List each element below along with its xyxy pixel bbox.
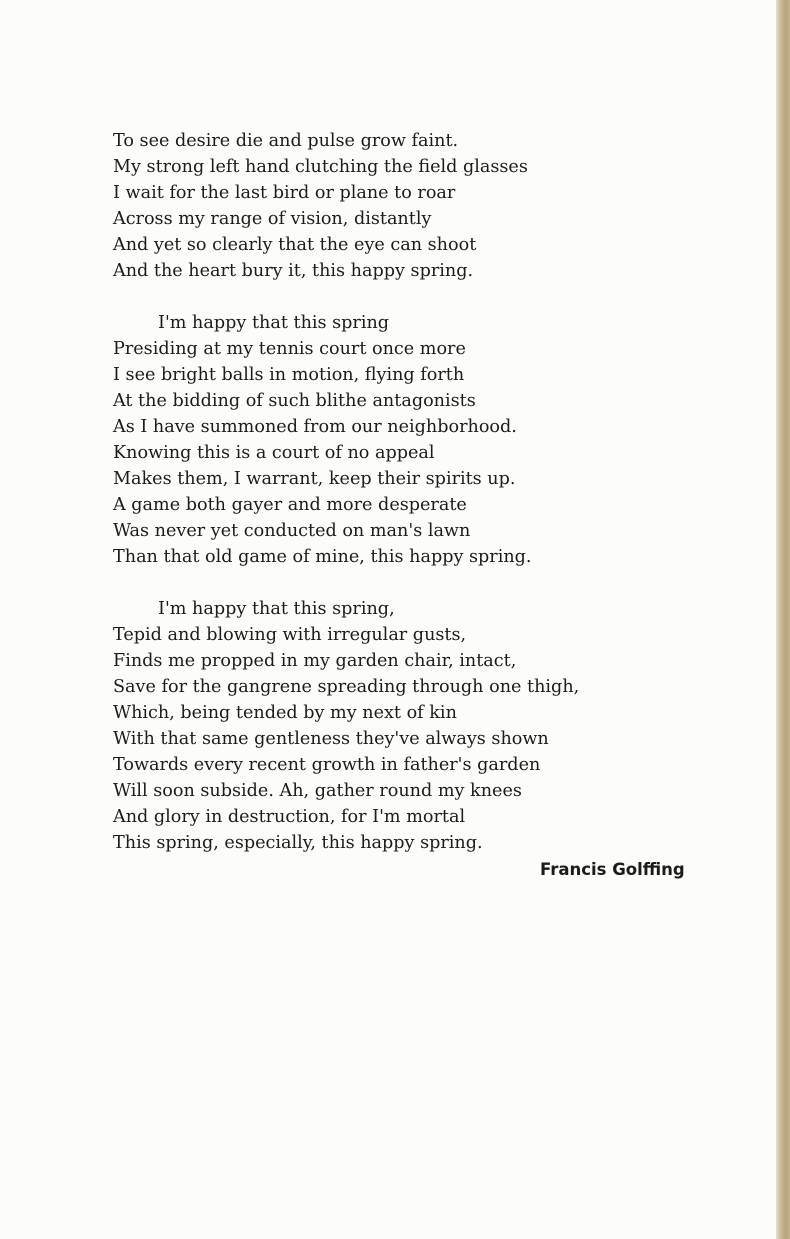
poem-line: Which, being tended by my next of kin (113, 703, 457, 723)
poem-line: Presiding at my tennis court once more (113, 339, 466, 359)
poem-line: A game both gayer and more desperate (113, 495, 467, 515)
poem-line: As I have summoned from our neighborhood. (113, 417, 517, 437)
poem-line: Across my range of vision, distantly (113, 209, 432, 229)
poem-line: Will soon subside. Ah, gather round my knees (113, 781, 522, 801)
poem-line: I wait for the last bird or plane to roar (113, 183, 456, 203)
poem-line: My strong left hand clutching the field glasses (113, 157, 528, 177)
poem-line: With that same gentleness they've always shown (113, 729, 549, 749)
poem-line: Than that old game of mine, this happy spring. (113, 547, 532, 567)
poem-line: Towards every recent growth in father's garden (113, 755, 541, 775)
stanza-3 (113, 596, 703, 856)
poem-line: At the bidding of such blithe antagonists (113, 391, 476, 411)
poem-line: I'm happy that this spring, (158, 599, 395, 619)
poem-line: To see desire die and pulse grow faint. (113, 131, 459, 151)
poem-line: Tepid and blowing with irregular gusts, (113, 625, 467, 645)
poem-line: Save for the gangrene spreading through one thigh, (113, 677, 580, 697)
poem-line: And yet so clearly that the eye can shoot (113, 235, 477, 255)
poem-line: Makes them, I warrant, keep their spirits up. (113, 469, 516, 489)
poem-line: Was never yet conducted on man's lawn (113, 521, 471, 541)
stanza-2 (113, 310, 703, 570)
poem-line: And glory in destruction, for I'm mortal (113, 807, 466, 827)
author-signature: Francis Golffing (540, 860, 685, 879)
poem-line: I'm happy that this spring (158, 313, 390, 333)
poem-line: I see bright balls in motion, flying forth (113, 365, 465, 385)
poem-line: Finds me propped in my garden chair, intact, (113, 651, 517, 671)
stanza-1 (113, 128, 703, 284)
poem-line: This spring, especially, this happy spring. (113, 833, 483, 853)
poem-line: And the heart bury it, this happy spring. (113, 261, 474, 281)
page-edge (776, 0, 790, 1239)
poem-line: Knowing this is a court of no appeal (113, 443, 435, 463)
poem (113, 128, 703, 882)
